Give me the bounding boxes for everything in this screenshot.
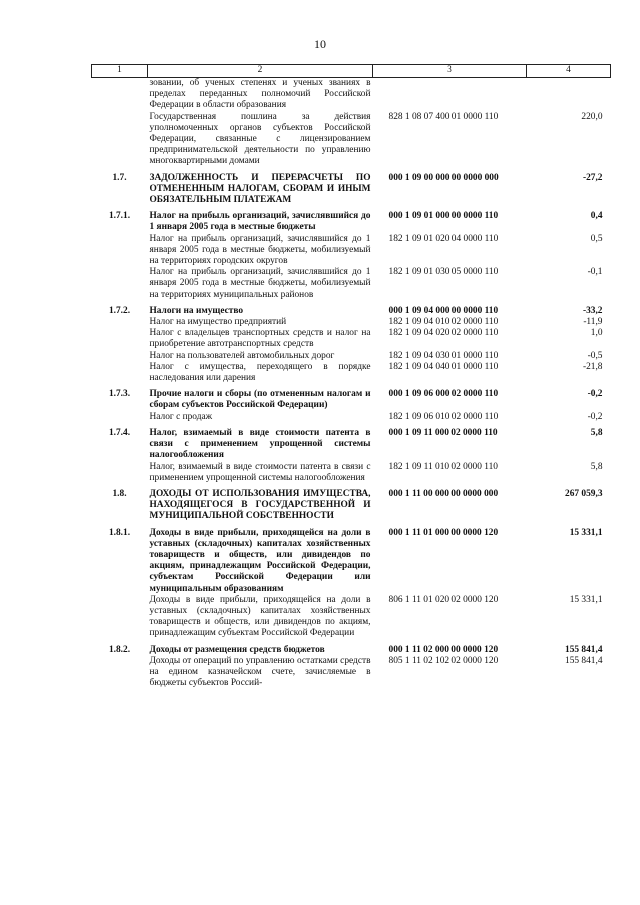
row-number: [92, 112, 148, 168]
row-description: Прочие налоги и сборы (по отмененным налогам и сборам субъектов Российской Федерации): [149, 389, 371, 411]
row-budget-code: 000 1 11 00 000 00 0000 000: [388, 488, 499, 499]
row-number: [92, 412, 148, 423]
row-amount: 155 841,4: [565, 655, 603, 666]
table-row: [92, 462, 611, 484]
row-budget-code: 182 1 09 01 030 05 0000 110: [388, 267, 499, 278]
row-number: 1.7.2.: [108, 305, 131, 316]
row-budget-code: 182 1 09 06 010 02 0000 110: [388, 411, 499, 422]
row-budget-code: 182 1 09 04 030 01 0000 110: [388, 350, 499, 361]
row-description: Налог на прибыль организаций, зачислявшийся до 1 января 2005 года в местные бюджеты, мобилизуемый на территориях городских округов: [149, 233, 371, 267]
row-number: 1.8.2.: [108, 644, 131, 655]
row-number: 1.7.1.: [108, 211, 131, 222]
row-budget-code: 000 1 09 06 000 02 0000 110: [388, 389, 499, 400]
table-row: [92, 78, 611, 112]
column-header: 2: [148, 65, 373, 78]
row-budget-code: 806 1 11 01 020 02 0000 120: [388, 594, 499, 605]
table-row: [92, 412, 611, 423]
row-amount: 5,8: [590, 427, 603, 438]
row-number: [92, 234, 148, 268]
row-amount: 0,4: [590, 211, 603, 222]
row-budget-code: 805 1 11 02 102 02 0000 120: [388, 655, 499, 666]
row-description: Налог на пользователей автомобильных дорог: [149, 350, 335, 361]
row-description: Налоги на имущество: [149, 305, 244, 316]
row-number: [92, 317, 148, 328]
row-number: 1.8.1.: [108, 527, 131, 538]
row-budget-code: 000 1 09 00 000 00 0000 000: [388, 172, 499, 183]
row-description: ДОХОДЫ ОТ ИСПОЛЬЗОВАНИЯ ИМУЩЕСТВА, НАХОДЯЩЕГОСЯ В ГОСУДАРСТВЕННОЙ И МУНИЦИПАЛЬНОЙ СОБСТВЕННОСТИ: [149, 488, 371, 522]
row-number: [92, 595, 148, 640]
row-budget-code: 828 1 08 07 400 01 0000 110: [388, 111, 499, 122]
row-amount: -11,9: [583, 317, 603, 328]
table-row: [92, 267, 611, 301]
row-description: Налог с продаж: [149, 411, 213, 422]
row-budget-code: [373, 78, 527, 112]
budget-revenue-table: [91, 64, 611, 689]
row-number: [92, 362, 148, 384]
row-description: зовании, об ученых степенях и ученых званиях в пределах переданных полномочий Российской Федерации в области образования: [149, 78, 371, 111]
row-amount: -0,5: [587, 350, 603, 361]
row-amount: -21,8: [582, 361, 603, 372]
row-budget-code: 182 1 09 04 010 02 0000 110: [388, 317, 499, 328]
row-description: Налог с имущества, переходящего в порядке наследования или дарения: [149, 361, 371, 384]
column-header: 4: [527, 65, 611, 78]
row-description: Доходы от операций по управлению остатками средств на едином казначейском счете, зачисляемые в бюджеты субъектов Россий-: [149, 655, 371, 689]
row-budget-code: 000 1 09 11 000 02 0000 110: [388, 427, 498, 438]
table-row: [92, 317, 611, 328]
row-number: [92, 78, 148, 112]
row-amount: 220,0: [581, 111, 603, 122]
table-row: [92, 640, 611, 656]
table-row: [92, 362, 611, 384]
row-description: Налог на прибыль организаций, зачислявшийся до 1 января 2005 года в местные бюджеты, мобилизуемый на территориях муниципальных районов: [149, 267, 371, 300]
table-row: [92, 484, 611, 523]
table-row: [92, 595, 611, 640]
row-number: 1.7.3.: [108, 389, 131, 400]
row-number: [92, 267, 148, 301]
table-row: [92, 423, 611, 462]
row-description: Налог на имущество предприятий: [149, 317, 287, 328]
row-budget-code: 182 1 09 11 010 02 0000 110: [388, 461, 498, 472]
row-description: Налог с владельцев транспортных средств и налог на приобретение автотранспортных средств: [149, 328, 371, 350]
row-budget-code: 000 1 09 01 000 00 0000 110: [388, 211, 499, 222]
table-row: [92, 112, 611, 168]
table-header-row: [92, 65, 611, 78]
row-number: [92, 462, 148, 484]
row-amount: -0,2: [587, 389, 603, 400]
column-header: 1: [92, 65, 148, 78]
table-row: [92, 234, 611, 268]
row-budget-code: 182 1 09 04 040 01 0000 110: [388, 361, 499, 372]
row-amount: 1,0: [590, 328, 603, 339]
table-body: [92, 78, 611, 690]
row-budget-code: 000 1 09 04 000 00 0000 110: [388, 305, 499, 316]
column-header: 3: [373, 65, 527, 78]
row-amount: 5,8: [590, 461, 603, 472]
row-description: Налог на прибыль организаций, зачислявшийся до 1 января 2005 года в местные бюджеты: [149, 211, 371, 233]
row-budget-code: 000 1 11 02 000 00 0000 120: [388, 644, 499, 655]
row-number: 1.8.: [112, 488, 127, 499]
row-amount: [527, 78, 611, 112]
row-amount: -0,1: [587, 267, 603, 278]
row-amount: -33,2: [582, 305, 603, 316]
row-description: Государственная пошлина за действия уполномоченных органов субъектов Российской Федерации, связанные с лицензированием предпринимательской деятельности по управлению многоквартирными домами: [149, 111, 371, 167]
row-amount: 267 059,3: [565, 488, 603, 499]
row-description: ЗАДОЛЖЕННОСТЬ И ПЕРЕРАСЧЕТЫ ПО ОТМЕНЕННЫМ НАЛОГАМ, СБОРАМ И ИНЫМ ОБЯЗАТЕЛЬНЫМ ПЛАТЕЖАМ: [149, 172, 371, 206]
table-row: [92, 656, 611, 690]
row-description: Доходы от размещения средств бюджетов: [149, 644, 325, 655]
row-number: 1.7.: [112, 172, 127, 183]
row-budget-code: 182 1 09 01 020 04 0000 110: [388, 233, 499, 244]
table-row: [92, 206, 611, 233]
row-amount: 0,5: [590, 233, 603, 244]
row-number: 1.7.4.: [108, 427, 131, 438]
page-number: 10: [314, 37, 326, 51]
row-amount: -0,2: [587, 411, 603, 422]
table-row: [92, 384, 611, 411]
row-description: Доходы в виде прибыли, приходящейся на доли в уставных (складочных) капиталах хозяйственных товариществ и обществ, или дивидендов по акциям, принадлежащим Российской Федерации, субъектам Российской Федерации или муниципальным образованиям: [149, 527, 371, 594]
table-row: [92, 301, 611, 317]
table-row: [92, 328, 611, 350]
table-row: [92, 351, 611, 362]
row-amount: 15 331,1: [569, 594, 603, 605]
row-number: [92, 656, 148, 690]
table-row: [92, 168, 611, 207]
row-number: [92, 328, 148, 350]
row-number: [92, 351, 148, 362]
row-budget-code: 182 1 09 04 020 02 0000 110: [388, 328, 499, 339]
row-description: Налог, взимаемый в виде стоимости патента в связи с применением упрощенной системы налогообложения: [149, 461, 371, 483]
row-amount: 15 331,1: [569, 527, 603, 538]
row-budget-code: 000 1 11 01 000 00 0000 120: [388, 527, 499, 538]
row-amount: -27,2: [582, 172, 603, 183]
row-description: Доходы в виде прибыли, приходящейся на доли в уставных (складочных) капиталах хозяйственных товариществ и обществ, или дивидендов по акциям, принадлежащим субъектам Российской Федерации: [149, 594, 371, 639]
row-description: Налог, взимаемый в виде стоимости патента в связи с применением упрощенной системы налогообложения: [149, 427, 371, 461]
row-amount: 155 841,4: [565, 644, 603, 655]
table-row: [92, 523, 611, 595]
